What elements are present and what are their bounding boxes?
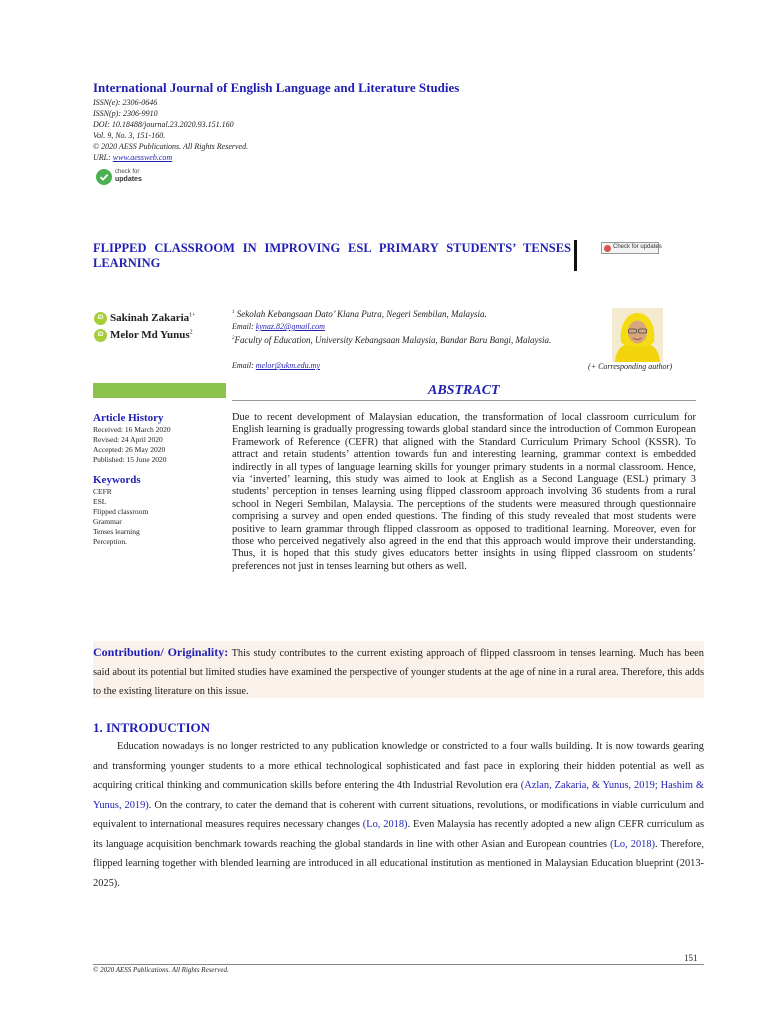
author-name [110,329,193,341]
corresponding-author-note: (+ Corresponding author) [588,362,673,371]
intro-text: Education nowadays is no longer restricted to any publication knowledge or constricted to a four walls building. It is now towards gearing and transforming younger students to a more ethical technological sophisticated and fast pace in exploring their hidden potential as well as acquiring critical thinking and communication skills before entering the 4th Industrial Revolution era [93,741,704,791]
keywords-heading: Keywords [93,474,141,486]
journal-url [93,153,172,163]
issn-electronic: ISSN(e): 2306-0646 [93,98,158,107]
affiliation-1 [232,307,572,320]
page-number: 151 [684,953,698,963]
check-icon [96,169,112,185]
keyword-item: CEFR [93,487,112,496]
affiliation-mark: 1 [232,310,235,315]
doi: DOI: 10.18488/journal.23.2020.93.151.160 [93,120,234,129]
history-item: Received: 16 March 2020 [93,425,171,434]
title-divider [574,240,577,271]
abstract-body: Due to recent development of Malaysian education, the transformation of local classroom curriculum for English learning is gradually progressing towards global standard since the introduction of Common European Framework of Reference (CEFR) that aligned with the Standard Curriculum Primary School (KSSR). To attract and retain students’ attention towards fun and interesting learning, grammar context is embedded indirectly in all types of language learning skills for younger primary students in a normal classroom. Hence, via ‘inverted’ learning, this study was aimed to look at English as a Second Language (ESL) primary 3 students’ perception in tenses learning using flipped classroom approach involving 36 students from a rural school in Negeri Sembilan, Malaysia. The perceptions of the students were measured through questionnaire comprising a survey and open ended questions. The finding of this study revealed that most students were positive to learn grammar through flipped classroom as opposed to traditional learning. Moreover, even for those who perceived negatively also agreed in the end that this approach would improve their understanding. Thus, it is hoped that this study gives educators better insights in using flipped classroom on students’ preferences not just in tenses learning but others as well. [232,412,696,572]
url-label: URL: [93,153,113,162]
email-line-1 [232,322,325,331]
article-history-heading: Article History [93,412,164,424]
contribution-text [93,643,704,701]
email-label: Email: [232,361,256,370]
intro-text: . Therefore, flipped learning together with blended learning are introduced in all educational institution as mentioned in Malaysian Education blueprint (2013-2025). [93,838,704,889]
history-item: Revised: 24 April 2020 [93,435,163,444]
citation-link[interactable]: (Lo, 2018) [610,838,655,850]
email-line-2 [232,361,320,370]
citation-link[interactable]: (Azlan, Zakaria, & Yunus, 2019; Hashim & Yunus, 2019) [93,780,704,811]
affiliation-text: Sekolah Kebangsaan Dato’ Klana Putra, Negeri Sembilan, Malaysia. [236,309,487,319]
contribution-label: Contribution/ Originality: [93,645,229,659]
abstract-divider [232,400,696,401]
keyword-item: Flipped classroom [93,507,149,516]
issn-print: ISSN(p): 2306-9910 [93,109,158,118]
check-for-updates-button[interactable] [601,242,662,254]
journal-title: International Journal of English Language and Literature Studies [93,80,460,95]
abstract-heading: ABSTRACT [428,383,500,398]
intro-text: . On the contrary, to cater the demand that is coherent with current situations, revolutions, or modifications in viable curriculum and equivalent to international measures requires necessary changes [93,799,704,830]
citation-link[interactable]: (Lo, 2018) [362,819,408,830]
keyword-item: Tenses learning [93,527,140,536]
contribution-body: This study contributes to the current existing approach of flipped classroom in tenses learning. Much has been said about its potential but limited studies have examined the perspective of younger students at the age of nine in a rural area. Therefore, this adds to the existing literature on this issue. [93,648,704,697]
check-for-updates-badge[interactable] [96,168,144,186]
affiliation-mark: 2 [232,336,235,341]
volume-info: Vol. 9, No. 3, 151-160. [93,131,166,140]
intro-text: . Even Malaysia has recently adopted a new align CEFR curriculum as its language acquisition benchmark towards reaching the global standards in line with other Asian and European countries [93,819,704,850]
check-for-label: check for [115,169,140,175]
author-photo [612,308,663,362]
keyword-item: Grammar [93,517,122,526]
author-name-text: Sakinah Zakaria [110,312,190,324]
keyword-item: Perception. [93,537,127,546]
email-link[interactable]: kynaz.82@gmail.com [255,322,325,331]
author-mark: 1+ [189,312,196,319]
author-mark: 2 [189,329,193,336]
email-label: Email: [232,322,256,331]
introduction-paragraph [93,737,704,893]
keyword-item: ESL [93,497,107,506]
email-link[interactable]: melor@ukm.edu.my [255,361,321,370]
history-item: Published: 15 June 2020 [93,455,167,464]
affiliation-text: Faculty of Education, University Kebangsaan Malaysia, Bandar Baru Bangi, Malaysia. [234,335,552,345]
url-link[interactable]: www.aessweb.com [112,153,173,162]
footer-copyright: © 2020 AESS Publications. All Rights Reserved. [93,966,229,974]
orcid-icon[interactable]: iD [94,312,107,325]
author-name-text: Melor Md Yunus [110,329,190,341]
check-for-updates-label: Check for updates [613,244,662,250]
author-name [110,312,196,324]
affiliation-2 [232,333,568,346]
header-copyright: © 2020 AESS Publications. All Rights Reserved. [93,142,249,151]
orcid-icon[interactable]: iD [94,329,107,342]
introduction-heading: 1. INTRODUCTION [93,720,211,735]
footer-divider [93,964,704,965]
paper-title: FLIPPED CLASSROOM IN IMPROVING ESL PRIMARY STUDENTS’ TENSES LEARNING [93,241,571,270]
crossmark-icon [604,245,611,252]
history-item: Accepted: 26 May 2020 [93,445,166,454]
updates-label: updates [115,176,142,183]
sidebar-accent-bar [93,383,226,398]
